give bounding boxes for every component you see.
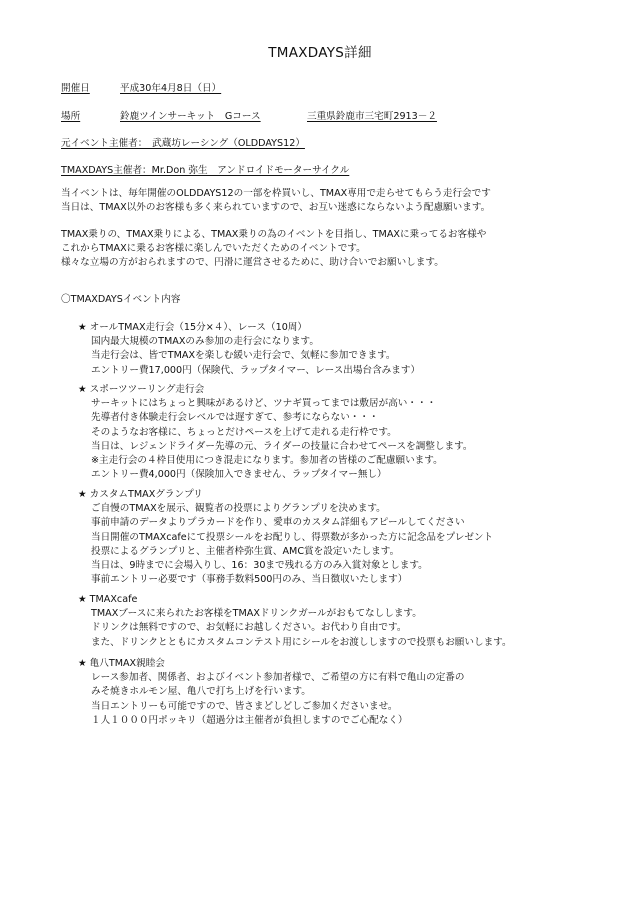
intro-paragraph-2 (61, 228, 486, 271)
intro2-line: これからTMAXに乗るお客様に楽しんでいただくためのイベントです。 (61, 243, 366, 255)
event-date-row (61, 82, 221, 96)
intro2-line: TMAX乗りの、TMAX乗りによる、TMAX乗りの為のイベントを目指し、TMAXに乗ってるお客様や (61, 229, 487, 240)
section-line: 当走行会は、皆でTMAXを楽しむ緩い走行会で、気軽に参加できます。 (91, 350, 396, 362)
tmax-organizer-row (61, 164, 349, 178)
section-line: ご自慢のTMAXを展示、観覧者の投票によりグランプリを決めます。 (91, 503, 386, 515)
place-label: 場所 (61, 111, 81, 122)
section-line: TMAXブースに来られたお客様をTMAXドリンクガールがおもてなしします。 (91, 608, 422, 620)
tmax-organizer: TMAXDAYS主催者：Mr.Don 弥生 アンドロイドモーターサイクル (61, 165, 350, 176)
section-line: サーキットにはちょっと興味があるけど、ツナギ買ってまでは敷居が高い・・・ (91, 398, 437, 410)
section-all-tmax-run (78, 321, 420, 378)
place-value: 鈴鹿ツインサーキット Gコース (120, 111, 261, 122)
section-line: ドリンクは無料ですので、お気軽にお越しください。お代わり自由です。 (91, 622, 407, 634)
section-sports-touring (78, 383, 473, 482)
intro-line: 当日は、TMAX以外のお客様も多く来られていますので、お互い迷惑にならないよう配慮願います。 (61, 202, 491, 214)
section-line: 先導者付き体験走行会レベルでは遅すぎて、参考にならない・・・ (91, 412, 379, 424)
section-line: 事前申請のデータよりプラカードを作り、愛車のカスタム詳細もアピールしてください (91, 517, 465, 529)
section-line: ※主走行会の４枠目使用につき混走になります。参加者の皆様のご配慮願います。 (91, 454, 443, 466)
section-heading: ★ 亀八TMAX親睦会 (78, 658, 165, 669)
event-place-row (61, 110, 437, 124)
place-address: 三重県鈴鹿市三宅町2913－２ (307, 111, 437, 122)
event-contents-heading: 〇TMAXDAYSイベント内容 (61, 294, 181, 305)
section-tmax-cafe (78, 593, 512, 650)
intro-paragraph (61, 187, 491, 215)
section-line: みそ焼きホルモン屋、亀八で打ち上げを行います。 (91, 686, 311, 698)
section-line: そのようなお客様に、ちょっとだけペースを上げて走れる走行枠です。 (91, 426, 397, 438)
original-organizer: 元イベント主催者： 武蔵坊レーシング（OLDDAYS12） (61, 138, 305, 149)
original-organizer-row (61, 137, 305, 151)
intro2-line: 様々な立場の方がおられますので、円滑に運営させるために、助け合いでお願いします。 (61, 257, 444, 269)
section-heading: ★ オールTMAX走行会（15分×４）、レース（10周） (78, 322, 307, 333)
date-value: 平成30年4月8日（日） (120, 83, 222, 94)
section-line: １人１０００円ポッキリ（超過分は主催者が負担しますのでご心配なく） (91, 714, 408, 726)
section-line: 当日開催のTMAXcafeにて投票シールをお配りし、得票数が多かった方に記念品をプレゼント (91, 531, 494, 543)
section-line: 当日は、9時までに会場入りし、16：30まで残れる方のみ入賞対象とします。 (91, 559, 428, 571)
section-line: 当日エントリーも可能ですので、皆さまどしどしご参加くださいませ。 (91, 700, 398, 712)
intro-line: 当イベントは、毎年開催のOLDDAYS12の一部を枠買いし、TMAX専用で走らせてもらう走行会です (61, 188, 491, 199)
section-line: また、ドリンクとともにカスタムコンテスト用にシールをお渡ししますので投票もお願いします。 (91, 636, 512, 648)
section-line: 投票によるグランプリと、主催者枠弥生賞、AMC賞を設定いたします。 (91, 545, 400, 557)
section-line: 事前エントリー必要です（事務手数料500円のみ、当日徴収いたします） (91, 574, 408, 586)
section-heading: ★ スポーツツーリング走行会 (78, 384, 205, 395)
page-title: TMAXDAYS詳細 (268, 45, 372, 61)
section-line: エントリー費17,000円（保険代、ラップタイマー、レース出場台含みます） (91, 364, 421, 376)
section-kamehachi-party (78, 657, 464, 728)
section-line: レース参加者、関係者、およびイベント参加者様で、ご希望の方に有料で亀山の定番の (91, 672, 465, 684)
section-line: エントリー費4,000円（保険加入できません、ラップタイマー無し） (91, 469, 387, 481)
section-heading: ★ TMAXcafe (78, 594, 138, 605)
section-line: 国内最大規模のTMAXのみ参加の走行会になります。 (91, 336, 319, 348)
date-label: 開催日 (61, 83, 90, 94)
section-heading: ★ カスタムTMAXグランプリ (78, 489, 203, 500)
section-custom-grand-prix (78, 488, 493, 587)
section-line: 当日は、レジェンドライダー先導の元、ライダーの技量に合わせてペースを調整します。 (91, 440, 473, 452)
